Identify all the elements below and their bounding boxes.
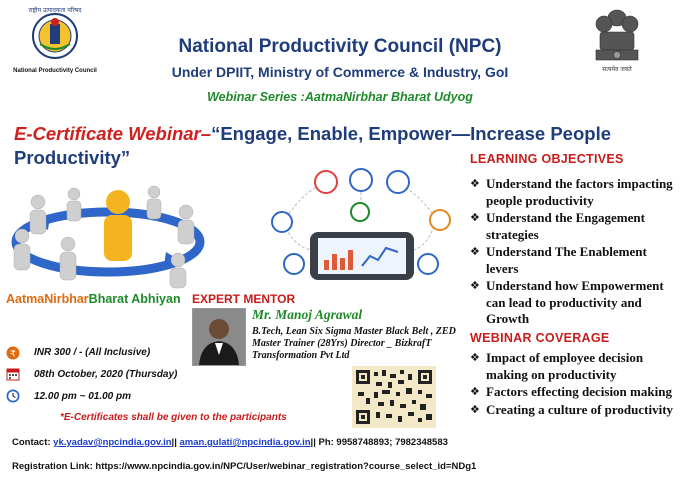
objectives-heading: LEARNING OBJECTIVES xyxy=(470,152,624,166)
certificate-note: *E-Certificates shall be given to the participants xyxy=(60,412,287,423)
bullet-diamond-icon: ❖ xyxy=(470,402,480,416)
webinar-series: Webinar Series :AatmaNirbhar Bharat Udyog xyxy=(207,90,473,104)
mentor-name: Mr. Manoj Agrawal xyxy=(252,307,363,322)
rupee-icon xyxy=(6,346,20,360)
contact-email-1[interactable]: yk.yadav@npcindia.gov.in xyxy=(53,437,172,448)
calendar-icon xyxy=(6,367,20,381)
coverage-item: ❖ Creating a culture of productivity xyxy=(470,401,674,417)
mentor-photo xyxy=(192,308,246,366)
bullet-diamond-icon: ❖ xyxy=(470,385,480,398)
coverage-item: ❖ Factors effecting decision making xyxy=(470,384,672,399)
contact-phone: || Ph: 9958748893; 7982348583 xyxy=(310,437,448,448)
page-subtitle: Under DPIIT, Ministry of Commerce & Industry, GoI xyxy=(171,64,509,80)
mentor-heading: EXPERT MENTOR xyxy=(192,292,296,306)
bullet-diamond-icon: ❖ xyxy=(470,211,480,224)
contact-line: Contact: yk.yadav@npcindia.gov.in|| aman.gulati@npcindia.gov.in|| Ph: 9958748893; 7982348583 xyxy=(12,437,448,448)
registration-line xyxy=(12,461,678,472)
headline-prefix: E-Certificate Webinar– xyxy=(14,123,212,144)
date-text: 08th October, 2020 (Thursday) xyxy=(34,369,178,380)
dashboard-illustration xyxy=(266,168,456,288)
fee-row xyxy=(6,346,20,365)
bullet-diamond-icon: ❖ xyxy=(470,279,480,292)
abhiyan-part2: Bharat Abhiyan xyxy=(88,292,181,306)
coverage-list xyxy=(470,350,675,419)
registration-qr-code[interactable] xyxy=(352,366,436,428)
coverage-heading: WEBINAR COVERAGE xyxy=(470,331,610,345)
bullet-diamond-icon: ❖ xyxy=(470,245,480,258)
bullet-diamond-icon: ❖ xyxy=(470,177,480,190)
registration-label: Registration Link: xyxy=(12,461,93,472)
objective-item: ❖ Understand the Engagement strategies xyxy=(470,210,645,242)
contact-email-2[interactable]: aman.gulati@npcindia.gov.in xyxy=(179,437,311,448)
time-text: 12.00 pm ~ 01.00 pm xyxy=(34,391,132,402)
registration-url[interactable]: https://www.npcindia.gov.in/NPC/User/webinar_registration?course_select_id=NDg1 xyxy=(95,461,477,472)
coverage-item: ❖ Impact of employee decision making on productivity xyxy=(470,350,644,382)
abhiyan-brand xyxy=(6,292,181,306)
bullet-diamond-icon: ❖ xyxy=(470,351,480,364)
objective-item: ❖ Understand how Empowerment can lead to productivity and Growth xyxy=(470,278,664,326)
date-row xyxy=(6,367,20,386)
objectives-list xyxy=(470,176,675,328)
clock-icon xyxy=(6,389,20,403)
emblem-motto: सत्यमेव जयते xyxy=(602,66,632,73)
fee-text: INR 300 / - (All Inclusive) xyxy=(34,347,151,358)
people-network-illustration xyxy=(8,172,208,290)
page-title: National Productivity Council (NPC) xyxy=(178,36,502,57)
objective-item: ❖ Understand The Enablement levers xyxy=(470,244,647,276)
time-row xyxy=(6,389,20,408)
mentor-bio: B.Tech, Lean Six Sigma Master Black Belt , ZED Master Trainer (28Yrs) Director _ BizkrafT Transformation Pvt Ltd xyxy=(252,326,456,361)
contact-label: Contact: xyxy=(12,437,51,448)
logo-arc-text: राष्ट्रीय उत्पादकता परिषद xyxy=(28,7,82,14)
abhiyan-part1: AatmaNirbhar xyxy=(6,292,89,306)
logo-caption: National Productivity Council xyxy=(13,68,97,74)
svg-text:₹: ₹ xyxy=(10,349,16,360)
objective-item: ❖ Understand the factors impacting people productivity xyxy=(470,176,673,208)
headline-main: “Engage, Enable, Empower—Increase People Productivity” xyxy=(14,123,611,168)
